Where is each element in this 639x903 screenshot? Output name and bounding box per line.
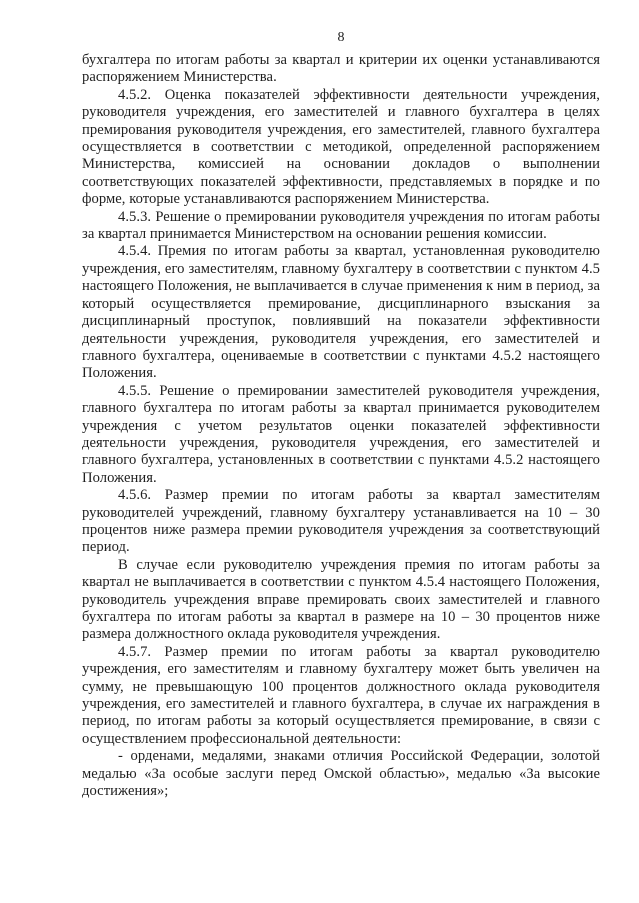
paragraph-4-5-2: 4.5.2. Оценка показателей эффективности деятельности учреждения, руководителя учреждения, его заместителей и главного бухгалтера в целях премирования руководителя учреждения, его заместителей, главного бухгалтера осуществляется в соответствии с методикой, определенной распоряжением Министерства, комиссией на основании докладов о выполнении соответствующих показателей эффективности, представляемых в порядке и по форме, которые устанавливаются распоряжением Министерства.	[82, 86, 600, 208]
paragraph-continuation: бухгалтера по итогам работы за квартал и критерии их оценки устанавливаются распоряжением Министерства.	[82, 52, 600, 86]
paragraph-4-5-3: 4.5.3. Решение о премировании руководителя учреждения по итогам работы за квартал принимается Министерством на основании решения комиссии.	[82, 208, 600, 243]
paragraph-4-5-7: 4.5.7. Размер премии по итогам работы за квартал руководителю учреждения, его заместителям и главному бухгалтеру может быть увеличен на сумму, не превышающую 100 процентов должностного оклада руководителя учреждения, его заместителей и главного бухгалтера, в случае их награждения в период, по итогам работы за который осуществляется премирование, в связи с осуществлением профессиональной деятельности:	[82, 643, 600, 747]
paragraph-4-5-4: 4.5.4. Премия по итогам работы за квартал, установленная руководителю учреждения, его заместителям, главному бухгалтеру в соответствии с пунктом 4.5 настоящего Положения, не выплачивается в случае применения к ним в период, за который осуществляется премирование, дисциплинарного взыскания за дисциплинарный проступок, повлиявший на показатели эффективности деятельности учреждения, руководителя учреждения, его заместителей и главного бухгалтера, оцениваемые в соответствии с пунктами 4.5.2 настоящего Положения.	[82, 243, 600, 382]
paragraph-4-5-5: 4.5.5. Решение о премировании заместителей руководителя учреждения, главного бухгалтера по итогам работы за квартал принимается руководителем учреждения с учетом результатов оценки показателей эффективности деятельности учреждения, руководителя учреждения, его заместителей и главного бухгалтера, установленных в соответствии с пунктами 4.5.2 настоящего Положения.	[82, 382, 600, 486]
page-number: 8	[337, 30, 345, 45]
paragraph-case-no-bonus: В случае если руководителю учреждения премия по итогам работы за квартал не выплачивается в соответствии с пунктом 4.5.4 настоящего Положения, руководитель учреждения вправе премировать своих заместителей и главного бухгалтера по итогам работы за квартал в размере на 10 – 30 процентов ниже размера должностного оклада руководителя учреждения.	[82, 556, 600, 643]
paragraph-4-5-6: 4.5.6. Размер премии по итогам работы за квартал заместителям руководителей учреждений, главному бухгалтеру устанавливается на 10 – 30 процентов ниже размера премии руководителя учреждения за соответствующий период.	[82, 487, 600, 556]
list-item-awards: - орденами, медалями, знаками отличия Российской Федерации, золотой медалью «За особые заслуги перед Омской областью», медалью «За высокие достижения»;	[82, 748, 600, 800]
document-body	[82, 52, 600, 800]
